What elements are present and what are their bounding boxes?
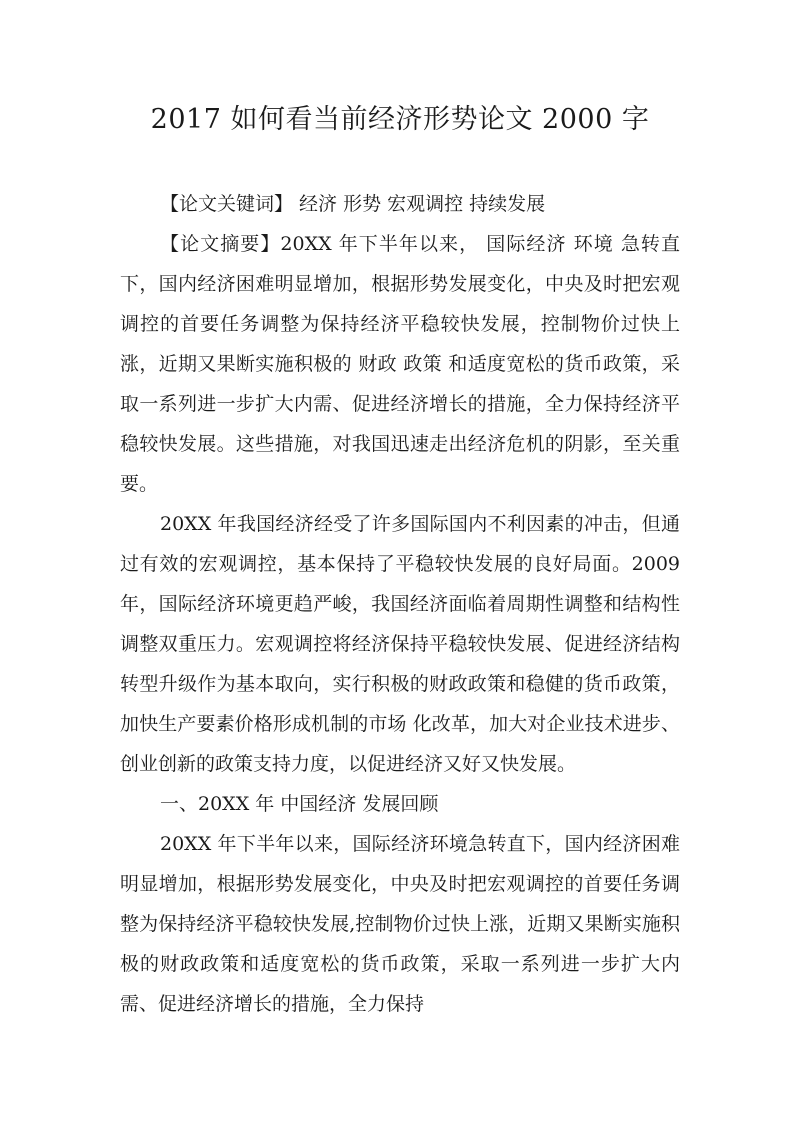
abstract-paragraph: 【论文摘要】20XX 年下半年以来， 国际经济 环境 急转直下，国内经济困难明显增加，根据形势发展变化，中央及时把宏观调控的首要任务调整为保持经济平稳较快发展，控制物价过快上涨，近期又果断实施积极的 财政 政策 和适度宽松的货币政策，采取一系列进一步扩大内需、促进经济增长的措施，全力保持经济平稳较快发展。这些措施，对我国迅速走出经济危机的阴影，至关重要。 (120, 233, 680, 495)
body-paragraph: 20XX 年下半年以来，国际经济环境急转直下，国内经济困难明显增加，根据形势发展变化，中央及时把宏观调控的首要任务调整为保持经济平稳较快发展,控制物价过快上涨，近期又果断实施积极的财政政策和适度宽松的货币政策，采取一系列进一步扩大内需、促进经济增长的措施，全力保持 (120, 833, 680, 1015)
body-paragraph: 20XX 年我国经济经受了许多国际国内不利因素的冲击，但通过有效的宏观调控，基本保持了平稳较快发展的良好局面。2009 年，国际经济环境更趋严峻，我国经济面临着周期性调整和结构性调整双重压力。宏观调控将经济保持平稳较快发展、促进经济结构转型升级作为基本取向，实行积极的财政政策和稳健的货币政策，加快生产要素价格形成机制的市场 化改革，加大对企业技术进步、创业创新的政策支持力度，以促进经济又好又快发展。 (120, 513, 680, 775)
document-title: 2017 如何看当前经济形势论文 2000 字 (150, 104, 650, 135)
section-heading: 一、20XX 年 中国经济 发展回顾 (160, 793, 439, 815)
document-body (120, 184, 680, 1024)
keywords-paragraph: 【论文关键词】 经济 形势 宏观调控 持续发展 (160, 193, 546, 215)
